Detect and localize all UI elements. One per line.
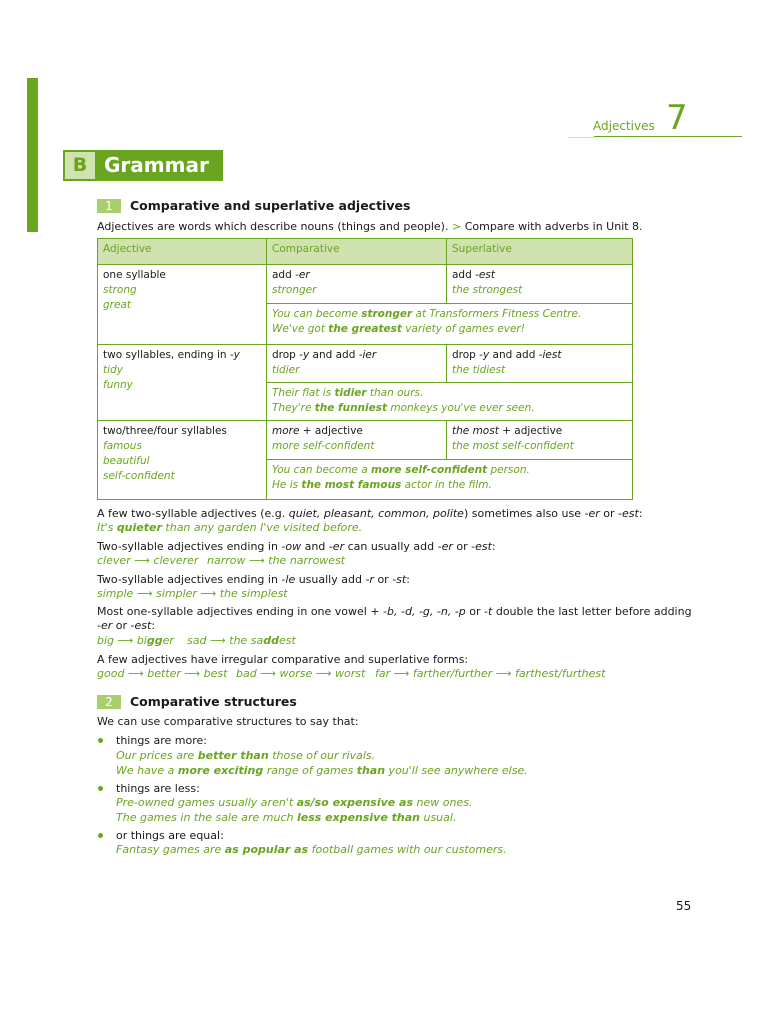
arrow-icon: ⟶ bbox=[248, 554, 265, 567]
section-1-intro: Adjectives are words which describe nouns (things and people). > Compare with adverbs in Unit 8. bbox=[97, 220, 643, 233]
section-1-title: Comparative and superlative adjectives bbox=[130, 198, 411, 213]
rule-5-example-2: bad ⟶ worse ⟶ worst bbox=[236, 667, 366, 680]
arrow-icon: ⟶ bbox=[260, 667, 276, 680]
rule-1: A few two-syllable adjectives (e.g. quiet, pleasant, common, polite) sometimes also use -er or -est: bbox=[97, 507, 643, 520]
rule-2: Two-syllable adjectives ending in -ow and -er can usually add -er or -est: bbox=[97, 540, 496, 553]
table-row-3-superlative: the most + adjective the most self-confident bbox=[446, 420, 633, 460]
arrow-icon: ⟶ bbox=[134, 554, 150, 567]
section-banner-title: Grammar bbox=[104, 153, 209, 177]
bullet-2-example-1: Pre-owned games usually aren't as/so expensive as new ones. bbox=[116, 796, 473, 809]
table-header-adjective: Adjective bbox=[97, 238, 267, 265]
table-row-3-adjective: two/three/four syllables famous beautiful self-confident bbox=[97, 420, 267, 500]
header-rule-light bbox=[568, 137, 594, 138]
arrow-icon: ⟶ bbox=[117, 634, 134, 647]
table-row-1-adjective: one syllable strong great bbox=[97, 264, 267, 345]
section-2-title: Comparative structures bbox=[130, 694, 297, 709]
arrow-icon: ⟶ bbox=[495, 667, 512, 680]
page-number: 55 bbox=[676, 899, 692, 913]
rule-3: Two-syllable adjectives ending in -le usually add -r or -st: bbox=[97, 573, 410, 586]
table-row-3-comparative: more + adjective more self-confident bbox=[266, 420, 447, 460]
bullet-1-text: things are more: bbox=[116, 734, 208, 747]
bullet-icon bbox=[98, 738, 103, 743]
rule-2-example-1: clever ⟶ cleverer bbox=[97, 554, 199, 567]
rule-4-line-1: Most one-syllable adjectives ending in one vowel + -b, -d, -g, -n, -p or -t double the last letter before adding bbox=[97, 605, 692, 618]
table-row-1-superlative: add -est the strongest bbox=[446, 264, 633, 304]
section-2-number: 2 bbox=[97, 695, 121, 709]
arrow-icon: ⟶ bbox=[127, 667, 144, 680]
arrow-icon: ⟶ bbox=[136, 587, 153, 600]
table-row-3-examples: You can become a more self-confident person. He is the most famous actor in the film. bbox=[266, 459, 633, 500]
rule-4-line-2: -er or -est: bbox=[97, 619, 156, 632]
rule-5-example-3: far ⟶ farther/further ⟶ farthest/furthest bbox=[375, 667, 606, 680]
bullet-icon bbox=[98, 833, 103, 838]
table-row-1-examples: You can become stronger at Transformers Fitness Centre. We've got the greatest variety of games ever! bbox=[266, 303, 633, 345]
arrow-icon: ⟶ bbox=[315, 667, 332, 680]
table-row-2-examples: Their flat is tidier than ours. They're the funniest monkeys you've ever seen. bbox=[266, 382, 633, 421]
bullet-1-example-1: Our prices are better than those of our rivals. bbox=[116, 749, 376, 762]
table-row-1-comparative: add -er stronger bbox=[266, 264, 447, 304]
rule-4-example-1: big ⟶ bigger bbox=[97, 634, 174, 647]
rule-5: A few adjectives have irregular comparative and superlative forms: bbox=[97, 653, 469, 666]
arrow-icon: ⟶ bbox=[209, 634, 226, 647]
table-row-2-adjective: two syllables, ending in -y tidy funny bbox=[97, 344, 267, 421]
table-row-2-superlative: drop -y and add -iest the tidiest bbox=[446, 344, 633, 383]
bullet-3-example: Fantasy games are as popular as football games with our customers. bbox=[116, 843, 507, 856]
rule-1-example: It's quieter than any garden I've visited before. bbox=[97, 521, 363, 534]
rule-3-example: simple ⟶ simpler ⟶ the simplest bbox=[97, 587, 288, 600]
section-1-number: 1 bbox=[97, 199, 121, 213]
section-banner-letter: B bbox=[65, 152, 95, 179]
arrow-icon: ⟶ bbox=[200, 587, 217, 600]
rule-5-example-1: good ⟶ better ⟶ best bbox=[97, 667, 228, 680]
bullet-3-text: or things are equal: bbox=[116, 829, 224, 842]
chapter-title: Adjectives bbox=[593, 119, 655, 133]
arrow-icon: ⟶ bbox=[393, 667, 410, 680]
bullet-icon bbox=[98, 786, 103, 791]
bullet-2-text: things are less: bbox=[116, 782, 200, 795]
table-row-2-comparative: drop -y and add -ier tidier bbox=[266, 344, 447, 383]
table-header-superlative: Superlative bbox=[446, 238, 633, 265]
arrow-icon: ⟶ bbox=[184, 667, 201, 680]
section-2-intro: We can use comparative structures to say that: bbox=[97, 715, 359, 728]
chapter-number: 7 bbox=[666, 98, 688, 138]
table-header-comparative: Comparative bbox=[266, 238, 447, 265]
rule-4-example-2: sad ⟶ the saddest bbox=[187, 634, 296, 647]
bullet-2-example-2: The games in the sale are much less expensive than usual. bbox=[116, 811, 457, 824]
adjective-table bbox=[97, 238, 633, 500]
rule-2-example-2: narrow ⟶ the narrowest bbox=[207, 554, 346, 567]
side-color-bar bbox=[27, 78, 38, 232]
bullet-1-example-2: We have a more exciting range of games than you'll see anywhere else. bbox=[116, 764, 528, 777]
